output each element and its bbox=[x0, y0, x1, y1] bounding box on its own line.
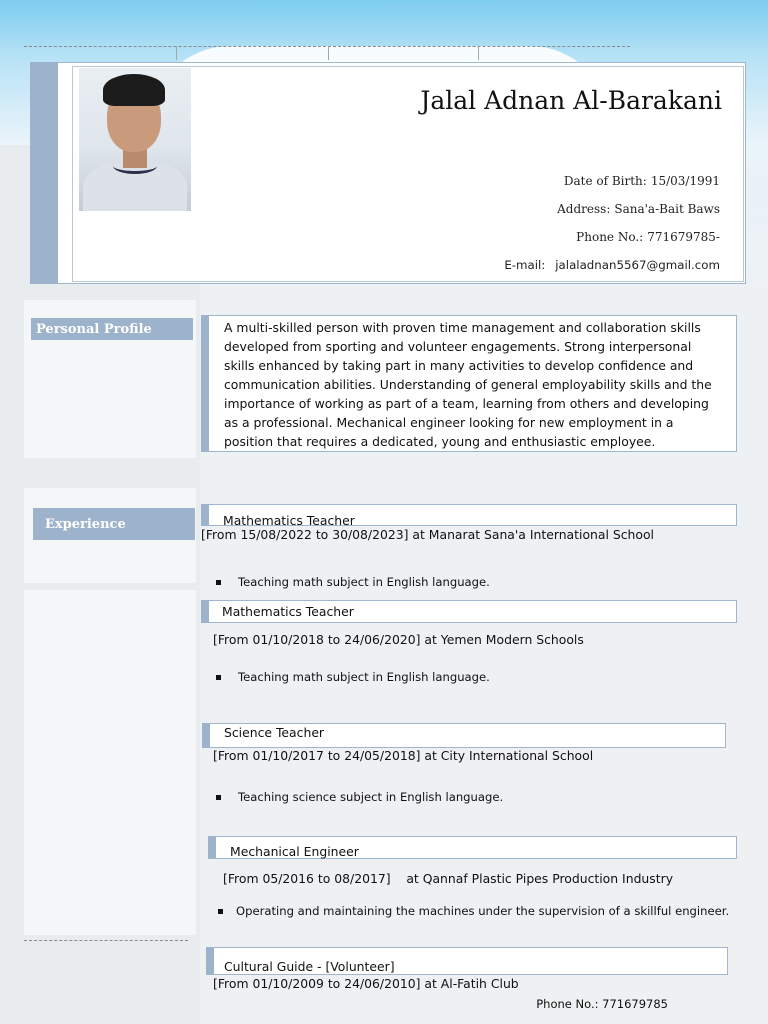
job-5-title: Cultural Guide - [Volunteer] bbox=[206, 947, 728, 975]
profile-photo bbox=[79, 68, 191, 211]
job-1-title: Mathematics Teacher bbox=[201, 504, 737, 526]
job-3-title: Science Teacher bbox=[202, 723, 726, 748]
bottom-dashed-rule bbox=[24, 940, 188, 941]
phone-line bbox=[576, 230, 720, 244]
experience-heading: Experience bbox=[33, 508, 195, 540]
job-3-duty: Teaching science subject in English language. bbox=[238, 790, 504, 804]
personal-profile-text: A multi-skilled person with proven time management and collaboration skills developed from sporting and volunteer engagements. Strong interpersonal skills enhanced by taking part in many activities to develop confidence and communication abilities. Understanding of general employability skills and the importance of working as part of a team, learning from others and developing as a professional. Mechanical engineer looking for new employment in a position that requires a dedicated, young and enthusiastic employee. bbox=[201, 315, 737, 452]
address-line bbox=[557, 202, 720, 216]
email-line bbox=[504, 258, 720, 272]
job-1-bullet bbox=[216, 575, 490, 589]
footer-phone-value: 771679785 bbox=[602, 997, 668, 1011]
job-2-title: Mathematics Teacher bbox=[201, 600, 737, 623]
job-1-duty: Teaching math subject in English language. bbox=[238, 575, 490, 589]
job-4-duty: Operating and maintaining the machines under the supervision of a skillful engineer. bbox=[236, 904, 730, 918]
rule-tick bbox=[478, 46, 479, 60]
email-label: E-mail: bbox=[504, 258, 546, 272]
job-2-date: [From 01/10/2018 to 24/06/2020] at Yemen Modern Schools bbox=[213, 632, 584, 647]
job-3-date: [From 01/10/2017 to 24/05/2018] at City International School bbox=[213, 748, 594, 763]
address-label: Address: bbox=[557, 202, 611, 216]
phone-label: Phone No.: bbox=[576, 230, 644, 244]
job-4-title: Mechanical Engineer bbox=[208, 836, 737, 859]
job-1-date: [From 15/08/2022 to 30/08/2023] at Manarat Sana'a International School bbox=[201, 527, 654, 542]
footer-phone bbox=[536, 997, 668, 1011]
job-5-date: [From 01/10/2009 to 24/06/2010] at Al-Fatih Club bbox=[213, 976, 519, 991]
candidate-name: Jalal Adnan Al-Barakani bbox=[420, 86, 722, 115]
top-dashed-rule bbox=[24, 46, 630, 47]
personal-profile-heading: Personal Profile bbox=[31, 318, 193, 340]
job-4-bullet bbox=[218, 904, 729, 918]
job-2-bullet bbox=[216, 670, 490, 684]
header-accent-bar bbox=[30, 62, 58, 284]
job-2-duty: Teaching math subject in English language. bbox=[238, 670, 490, 684]
footer-phone-label: Phone No.: bbox=[536, 997, 599, 1011]
date-of-birth-line bbox=[564, 174, 720, 188]
experience-side-panel-lower bbox=[24, 590, 196, 935]
rule-tick bbox=[176, 46, 177, 60]
address-value: Sana'a-Bait Baws bbox=[614, 202, 720, 216]
email-value[interactable]: jalaladnan5567@gmail.com bbox=[555, 258, 720, 272]
date-of-birth-label: Date of Birth: bbox=[563, 174, 647, 188]
phone-value: 771679785- bbox=[647, 230, 720, 244]
job-4-date: [From 05/2016 to 08/2017] at Qannaf Plastic Pipes Production Industry bbox=[223, 871, 674, 886]
job-3-bullet bbox=[216, 790, 503, 804]
rule-tick bbox=[328, 46, 329, 60]
date-of-birth-value: 15/03/1991 bbox=[650, 174, 720, 188]
